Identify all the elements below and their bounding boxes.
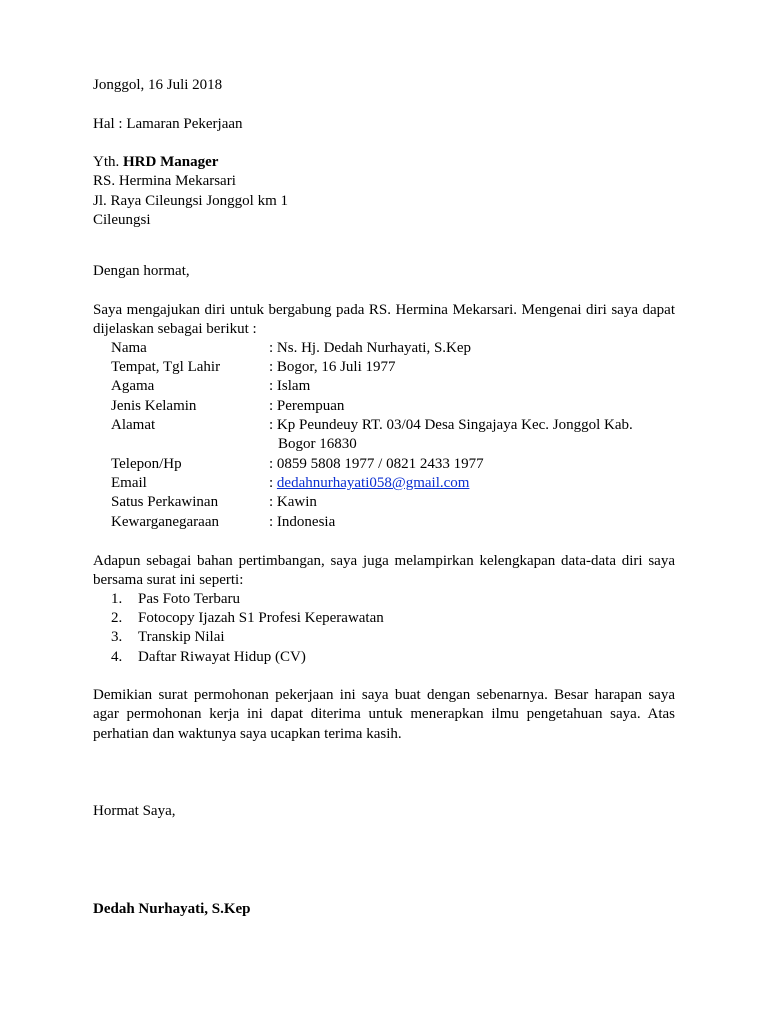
greeting: Dengan hormat, [93, 263, 190, 279]
detail-label-email: Email [111, 475, 147, 491]
list-item-number: 3. [111, 629, 123, 645]
list-item: Pas Foto Terbaru [138, 591, 240, 607]
recipient-title: HRD Manager [123, 154, 219, 170]
intro-paragraph [93, 301, 675, 340]
recipient-organization: RS. Hermina Mekarsari [93, 173, 236, 189]
list-item: Fotocopy Ijazah S1 Profesi Keperawatan [138, 610, 384, 626]
detail-label-gender: Jenis Kelamin [111, 398, 197, 414]
detail-value-gender: : Perempuan [269, 398, 345, 414]
list-item: Transkip Nilai [138, 629, 225, 645]
detail-value-citizenship: : Indonesia [269, 514, 336, 530]
subject-line: Hal : Lamaran Pekerjaan [93, 116, 243, 132]
detail-value-marital: : Kawin [269, 494, 317, 510]
sign-off: Hormat Saya, [93, 803, 176, 819]
email-link[interactable]: dedahnurhayati058@gmail.com [276, 475, 470, 491]
place-date: Jonggol, 16 Juli 2018 [93, 77, 223, 93]
list-item-number: 1. [111, 591, 123, 607]
detail-label-address: Alamat [111, 417, 156, 433]
attachments-intro: Adapun sebagai bahan pertimbangan, saya juga melampirkan kelengkapan data-data diri saya bersama surat ini seperti: [93, 553, 675, 589]
detail-label-birth: Tempat, Tgl Lahir [111, 359, 221, 375]
recipient-address: Jl. Raya Cileungsi Jonggol km 1 [93, 193, 288, 209]
list-item: Daftar Riwayat Hidup (CV) [138, 649, 306, 665]
signature-name: Dedah Nurhayati, S.Kep [93, 901, 251, 917]
detail-value-address-line2: Bogor 16830 [278, 436, 357, 452]
detail-value-address: : Kp Peundeuy RT. 03/04 Desa Singajaya Kec. Jonggol Kab. [269, 417, 633, 433]
detail-label-marital: Satus Perkawinan [111, 494, 219, 510]
list-item-number: 4. [111, 649, 123, 665]
detail-label-nama: Nama [111, 340, 147, 356]
recipient-prefix: Yth. [93, 154, 120, 170]
detail-value-email [269, 474, 469, 493]
detail-label-religion: Agama [111, 378, 155, 394]
detail-value-nama: : Ns. Hj. Dedah Nurhayati, S.Kep [269, 340, 472, 356]
recipient-city: Cileungsi [93, 212, 151, 228]
detail-value-phone: : 0859 5808 1977 / 0821 2433 1977 [269, 456, 484, 472]
detail-label-phone: Telepon/Hp [111, 456, 182, 472]
attachments-paragraph [93, 552, 675, 591]
closing-text: Demikian surat permohonan pekerjaan ini saya buat dengan sebenarnya. Besar harapan saya agar permohonan kerja ini dapat diterima untuk menerapkan ilmu pengetahuan saya. Atas perhatian dan waktunya saya ucapkan terima kasih. [93, 687, 675, 742]
closing-paragraph [93, 686, 675, 744]
recipient-title-line [93, 153, 218, 172]
list-item-number: 2. [111, 610, 123, 626]
intro-text: Saya mengajukan diri untuk bergabung pada RS. Hermina Mekarsari. Mengenai diri saya dapat dijelaskan sebagai berikut : [93, 302, 675, 338]
detail-label-citizenship: Kewarganegaraan [111, 514, 219, 530]
detail-value-religion: : Islam [269, 378, 311, 394]
email-colon: : [269, 475, 277, 491]
detail-value-birth: : Bogor, 16 Juli 1977 [269, 359, 396, 375]
